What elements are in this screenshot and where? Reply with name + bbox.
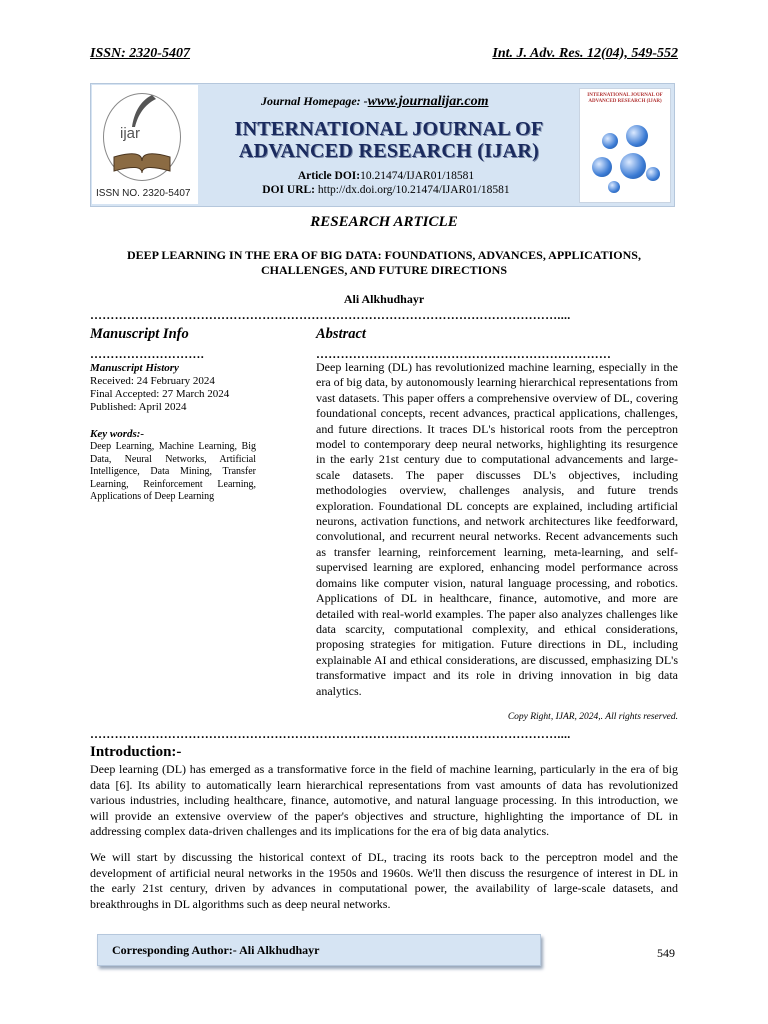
abstract-text: Deep learning (DL) has revolutionized machine learning, especially in the era of big data, by autonomously learning hierarchical representations from vast datasets. This paper offers a comprehensive overview of DL, covering foundational concepts, recent advances, practical applications, challenges, and future directions. It traces DL's historical roots from the perceptron model to contemporary deep neural networks, highlighting its resurgence in the early 21st century due to computational advancements and large-scale datasets. The paper discusses DL's objectives, including methodologies overview, challenges analysis, and future trends exploration. Foundational DL concepts are explained, including artificial neurons, activation functions, and network architectures like feedforward, convolutional, and recurrent neural networks. Recent advancements such as transfer learning, reinforcement learning, meta-learning, and self-supervised learning are explored, enhancing model performance across domains like computer vision, natural language processing, and robotics. Applications of DL in healthcare, finance, automotive, and more are detailed with real-world examples. The paper also analyzes challenges like data scarcity, computational complexity, and ethical considerations, proposing strategies for mitigation. Future directions in DL, including explainable AI and ethical considerations, are discussed, emphasizing DL's transformative impact and its role in driving innovation in big data analytics. — [316, 360, 678, 698]
copyright-notice: Copy Right, IJAR, 2024,. All rights reserved. — [507, 712, 678, 722]
corresponding-author-box — [97, 934, 541, 966]
citation-header: Int. J. Adv. Res. 12(04), 549-552 — [492, 46, 678, 61]
corresponding-author: Corresponding Author:- Ali Alkhudhayr — [112, 943, 320, 957]
author-name: Ali Alkhudhayr — [343, 292, 425, 306]
issn-number: ISSN NO. 2320-5407 — [96, 188, 191, 199]
doi-value: 10.21474/IJAR01/18581 — [360, 170, 475, 182]
cover-title: INTERNATIONAL JOURNAL OF ADVANCED RESEARCH (IJAR) — [587, 93, 663, 104]
keywords-label: Key words:- — [90, 428, 145, 440]
accepted-date: Final Accepted: 27 March 2024 — [90, 388, 230, 400]
intro-paragraph-2: We will start by discussing the historical context of DL, tracing its roots back to the perceptron model and the development of artificial neural networks in the 1950s and 1960s. We'll then discuss the resurgence of interest in DL in the early 21st century, driven by advances in computational power, the availability of large-scale datasets, and breakthroughs in DL algorithms such as deep neural networks. — [90, 850, 678, 911]
keywords-block — [90, 428, 256, 504]
homepage-label: Journal Homepage: - — [261, 94, 368, 108]
journal-title-line1: INTERNATIONAL JOURNAL OF — [234, 118, 544, 140]
history-label: Manuscript History — [90, 362, 179, 374]
paper-title-line1: DEEP LEARNING IN THE ERA OF BIG DATA: FOUNDATIONS, ADVANCES, APPLICATIONS, — [127, 248, 641, 262]
logo-text: ijar — [120, 125, 141, 142]
doi-block — [251, 169, 521, 197]
intro-paragraph-1: Deep learning (DL) has emerged as a transformative force in the field of machine learning, particularly in the era of big data [6]. Its ability to automatically learn hierarchical representations from vast amounts of data has revolutionized various industries, including healthcare, finance, automotive, and natural language processing. In this introduction, we will provide an extensive overview of the paper's objectives and structure, highlighting the importance of DL in addressing complex data-driven challenges and its implications for the era of big data analytics. — [90, 762, 678, 838]
doi-url-label: DOI URL: — [262, 184, 316, 196]
manuscript-info-heading: Manuscript Info — [90, 326, 189, 342]
received-date: Received: 24 February 2024 — [90, 375, 215, 387]
abstract-heading: Abstract — [316, 326, 366, 342]
page-number: 549 — [657, 946, 675, 960]
journal-banner — [90, 83, 675, 207]
homepage-link[interactable]: www.journalijar.com — [367, 94, 489, 109]
journal-homepage — [261, 94, 489, 110]
article-type: RESEARCH ARTICLE — [310, 214, 458, 230]
manuscript-history — [90, 362, 256, 414]
molecule-icon — [602, 133, 618, 149]
divider-bottom: …………………………………………………………………………………………………….... — [90, 727, 571, 741]
molecule-icon — [608, 181, 620, 193]
divider-right: ……………………………………………………………… — [316, 347, 612, 361]
book-icon — [110, 147, 174, 177]
paper-title — [100, 248, 668, 278]
doi-url-link[interactable]: http://dx.doi.org/10.21474/IJAR01/18581 — [317, 184, 510, 196]
published-date: Published: April 2024 — [90, 401, 187, 413]
logo-box — [92, 85, 198, 204]
issn-header: ISSN: 2320-5407 — [90, 46, 190, 61]
paper-title-line2: CHALLENGES, AND FUTURE DIRECTIONS — [260, 263, 508, 277]
journal-title-line2: ADVANCED RESEARCH (IJAR) — [238, 140, 540, 162]
divider-left: ………………………. — [90, 347, 204, 361]
divider-top: …………………………………………………………………………………………………….... — [90, 308, 571, 322]
doi-label: Article DOI: — [297, 170, 361, 182]
journal-cover-image — [579, 88, 671, 203]
molecule-icon — [620, 153, 646, 179]
molecule-icon — [626, 125, 648, 147]
molecule-icon — [646, 167, 660, 181]
journal-title — [219, 118, 559, 162]
introduction-heading: Introduction:- — [90, 744, 182, 760]
molecule-icon — [592, 157, 612, 177]
keywords-list: Deep Learning, Machine Learning, Big Data, Neural Networks, Artificial Intelligence, Data Mining, Transfer Learning, Reinforcement Learning, Applications of Deep Learning — [90, 441, 256, 502]
